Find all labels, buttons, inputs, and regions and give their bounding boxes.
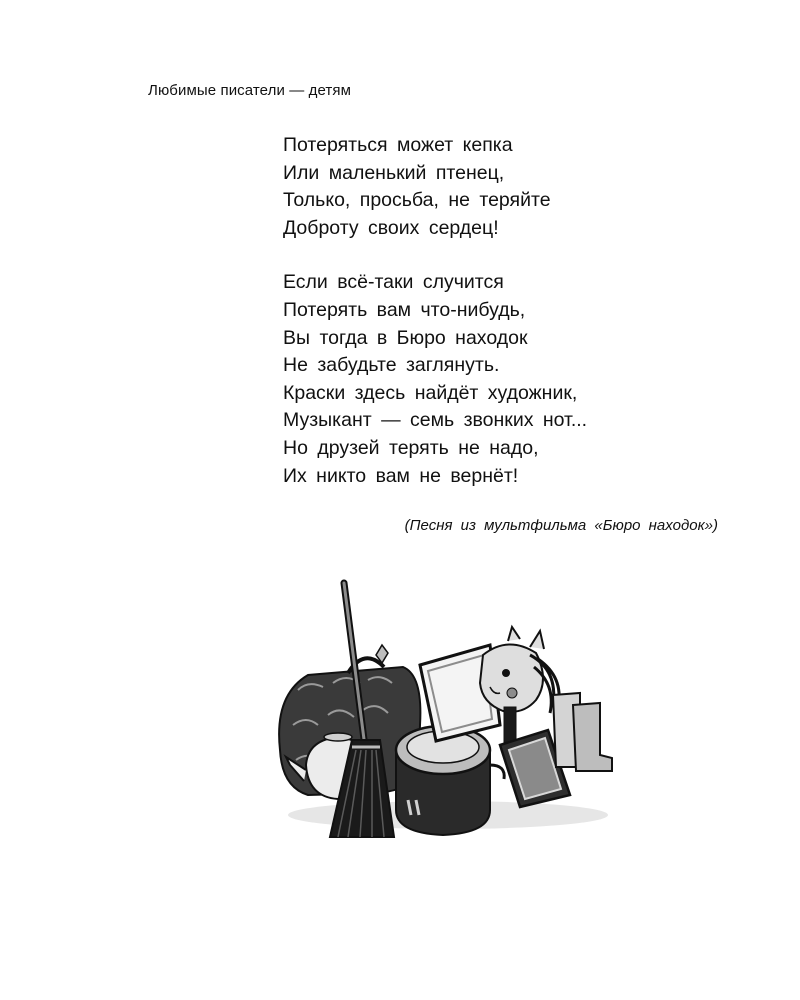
felt-boots-drawing <box>553 693 612 771</box>
poem-line: Если всё-таки случится <box>283 271 504 294</box>
poem-line: Вы тогда в Бюро находок <box>283 326 528 349</box>
running-header: Любимые писатели — детям <box>148 82 351 99</box>
poem-line: Их никто вам не вернёт! <box>283 464 519 487</box>
stanza-1 <box>283 132 723 242</box>
poem <box>283 132 723 490</box>
poem-line: Краски здесь найдёт художник, <box>283 381 578 404</box>
cooking-pot-drawing <box>396 726 504 835</box>
poem-line: Но друзей терять не надо, <box>283 436 539 459</box>
song-source-caption: (Песня из мультфильма «Бюро находок») <box>404 517 718 534</box>
poem-line: Музыкант — семь звонких нот... <box>283 409 588 432</box>
poem-line: Доброту своих сердец! <box>283 216 499 239</box>
lost-and-found-illustration <box>268 575 613 845</box>
poem-line: Только, просьба, не теряйте <box>283 189 551 212</box>
stanza-2 <box>283 269 723 490</box>
poem-line: Не забудьте заглянуть. <box>283 354 500 377</box>
poem-line: Или маленький птенец, <box>283 161 505 184</box>
poem-line: Потерять вам что-нибудь, <box>283 298 526 321</box>
poem-line: Потеряться может кепка <box>283 134 513 156</box>
